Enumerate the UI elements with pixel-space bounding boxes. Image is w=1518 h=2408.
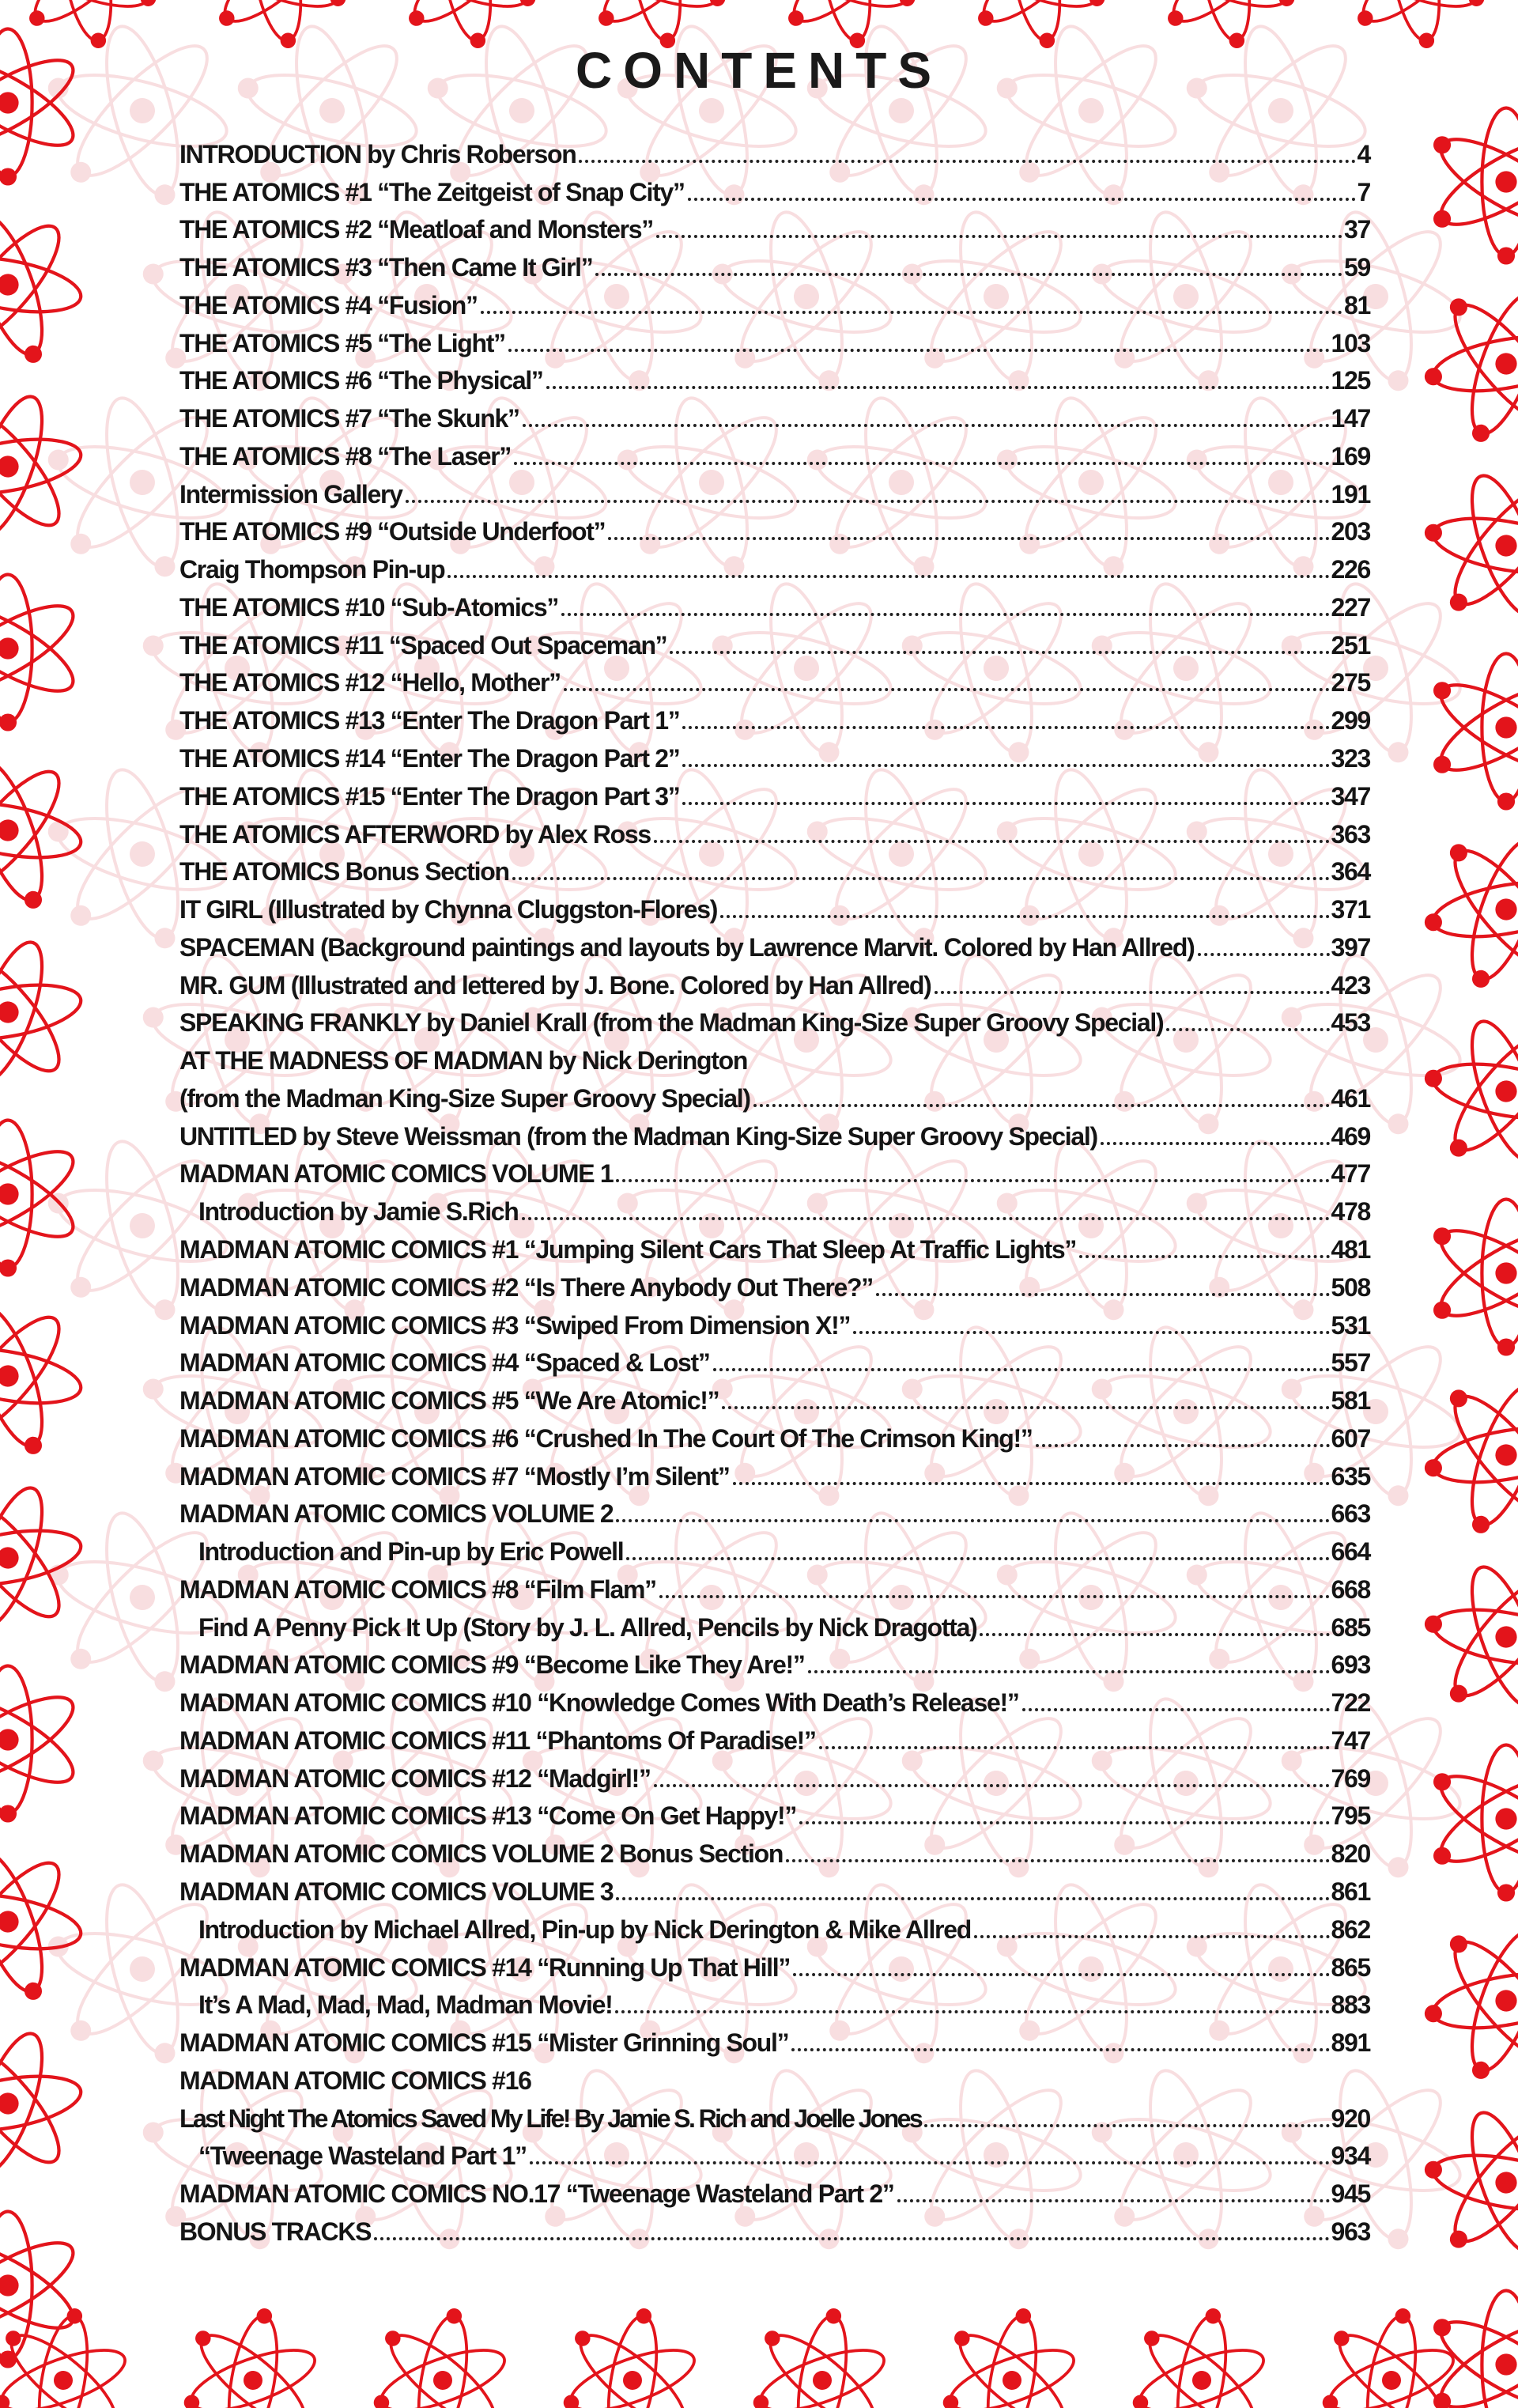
- page-title: CONTENTS: [576, 42, 942, 99]
- dot-leader: [808, 1670, 1330, 1673]
- dot-leader: [615, 2010, 1329, 2013]
- toc-entry-title: MADMAN ATOMIC COMICS #14 “Running Up That Hill”: [179, 1952, 791, 1982]
- dot-leader: [512, 877, 1330, 880]
- toc-entry-page: 607: [1331, 1423, 1370, 1453]
- dot-leader: [974, 1935, 1330, 1938]
- toc-entry[interactable]: [179, 2096, 1370, 2134]
- toc-entry[interactable]: [179, 1643, 1370, 1680]
- toc-entry-page: 820: [1331, 1839, 1370, 1869]
- dot-leader: [753, 1104, 1330, 1107]
- toc-entry-page: 37: [1344, 215, 1370, 244]
- toc-entry-title: MADMAN ATOMIC COMICS VOLUME 1: [179, 1159, 614, 1189]
- toc-entry-page: 963: [1331, 2217, 1370, 2246]
- toc-entry-page: 883: [1331, 1990, 1370, 2020]
- toc-entry-page: 364: [1331, 857, 1370, 886]
- toc-entry[interactable]: [179, 1680, 1370, 1718]
- toc-entry-page: 203: [1331, 517, 1370, 546]
- dot-leader: [523, 424, 1330, 427]
- toc-entry-title: THE ATOMICS AFTERWORD by Alex Ross: [179, 819, 651, 849]
- toc-entry-title: MADMAN ATOMIC COMICS #16: [179, 2066, 531, 2095]
- dot-leader: [508, 349, 1330, 352]
- toc-entry-title: MADMAN ATOMIC COMICS #8 “Film Flam”: [179, 1574, 656, 1604]
- toc-entry-title: (from the Madman King-Size Super Groovy Special): [179, 1083, 750, 1113]
- toc-entry[interactable]: [179, 1983, 1370, 2021]
- toc-entry-page: 668: [1331, 1574, 1370, 1604]
- toc-entry-title: THE ATOMICS #12 “Hello, Mother”: [179, 668, 561, 697]
- toc-entry-page: 323: [1331, 744, 1370, 773]
- toc-entry[interactable]: [179, 471, 1370, 509]
- toc-entry-title: MADMAN ATOMIC COMICS #1 “Jumping Silent Cars That Sleep At Traffic Lights”: [179, 1234, 1077, 1264]
- toc-entry[interactable]: [179, 1945, 1370, 1983]
- toc-entry[interactable]: [179, 2058, 1370, 2096]
- toc-entry-title: THE ATOMICS #1 “The Zeitgeist of Snap City”: [179, 177, 685, 206]
- toc-entry-page: 125: [1331, 366, 1370, 395]
- toc-entry-page: 103: [1331, 328, 1370, 357]
- dot-leader: [1079, 1255, 1329, 1258]
- dot-leader: [682, 726, 1329, 729]
- toc-entry-page: 945: [1331, 2179, 1370, 2209]
- toc-entry[interactable]: [179, 622, 1370, 660]
- toc-entry-title: MADMAN ATOMIC COMICS VOLUME 3: [179, 1877, 614, 1906]
- toc-entry-title: MADMAN ATOMIC COMICS #12 “Madgirl!”: [179, 1763, 651, 1793]
- dot-leader: [1166, 1028, 1329, 1031]
- dot-leader: [876, 1293, 1330, 1296]
- toc-entry-title: THE ATOMICS #2 “Meatloaf and Monsters”: [179, 215, 653, 244]
- dot-leader: [980, 1633, 1329, 1636]
- toc-entry[interactable]: [179, 1794, 1370, 1832]
- toc-entry[interactable]: [179, 1605, 1370, 1643]
- dot-leader: [682, 802, 1329, 805]
- toc-entry-title: Last Night The Atomics Saved My Life! By Jamie S. Rich and Joelle Jones: [179, 2104, 922, 2133]
- dot-leader: [1022, 1708, 1330, 1711]
- dot-leader: [720, 915, 1329, 918]
- dot-leader: [654, 1784, 1330, 1787]
- toc-entry[interactable]: [179, 2171, 1370, 2209]
- toc-entry-page: 920: [1331, 2104, 1370, 2133]
- toc-entry-title: MADMAN ATOMIC COMICS #9 “Become Like They Are!”: [179, 1650, 805, 1680]
- toc-entry-page: 934: [1331, 2141, 1370, 2171]
- toc-entry-page: 423: [1331, 970, 1370, 1000]
- dot-leader: [786, 1859, 1329, 1862]
- toc-entry-title: It’s A Mad, Mad, Mad, Madman Movie!: [198, 1990, 613, 2020]
- toc-entry-title: MADMAN ATOMIC COMICS VOLUME 2 Bonus Section: [179, 1839, 784, 1869]
- toc-entry-title: THE ATOMICS #14 “Enter The Dragon Part 2”: [179, 744, 680, 773]
- dot-leader: [514, 462, 1329, 465]
- dot-leader: [564, 688, 1330, 691]
- dot-leader: [688, 198, 1356, 201]
- toc-entry-title: AT THE MADNESS OF MADMAN by Nick Derington: [179, 1046, 748, 1075]
- toc-entry[interactable]: [179, 1340, 1370, 1378]
- toc-entry[interactable]: [179, 358, 1370, 396]
- toc-entry-title: THE ATOMICS Bonus Section: [179, 857, 509, 886]
- toc-entry[interactable]: [179, 169, 1370, 207]
- toc-entry-page: 663: [1331, 1499, 1370, 1529]
- toc-entry-title: MADMAN ATOMIC COMICS NO.17 “Tweenage Wasteland Part 2”: [179, 2179, 894, 2209]
- dot-leader: [799, 1821, 1329, 1824]
- toc-entry-page: 685: [1331, 1612, 1370, 1642]
- toc-entry[interactable]: [179, 2209, 1370, 2247]
- toc-entry-page: 363: [1331, 819, 1370, 849]
- dot-leader: [935, 991, 1330, 994]
- toc-entry-title: INTRODUCTION by Chris Roberson: [179, 139, 576, 168]
- dot-leader: [1101, 1142, 1330, 1145]
- toc-entry[interactable]: [179, 244, 1370, 282]
- dot-leader: [616, 1519, 1329, 1522]
- toc-entry-title: UNTITLED by Steve Weissman (from the Madman King-Size Super Groovy Special): [179, 1121, 1097, 1151]
- toc-entry-page: 635: [1331, 1461, 1370, 1491]
- dot-leader: [733, 1482, 1330, 1485]
- toc-entry-page: 531: [1331, 1310, 1370, 1340]
- toc-entry-page: 693: [1331, 1650, 1370, 1680]
- dot-leader: [713, 1368, 1330, 1371]
- dot-leader: [819, 1746, 1330, 1749]
- toc-entry-title: MADMAN ATOMIC COMICS #2 “Is There Anybody Out There?”: [179, 1272, 873, 1302]
- toc-entry[interactable]: [179, 1000, 1370, 1038]
- toc-entry-page: 251: [1331, 630, 1370, 660]
- toc-entry-page: 299: [1331, 706, 1370, 735]
- toc-entry-title: IT GIRL (Illustrated by Chynna Cluggston-Flores): [179, 895, 718, 924]
- toc-entry-page: 861: [1331, 1877, 1370, 1906]
- toc-entry[interactable]: [179, 1567, 1370, 1605]
- toc-entry-title: SPEAKING FRANKLY by Daniel Krall (from the Madman King-Size Super Groovy Special): [179, 1008, 1164, 1038]
- dot-leader: [791, 2048, 1329, 2051]
- toc-entry-title: THE ATOMICS #11 “Spaced Out Spaceman”: [179, 630, 667, 660]
- dot-leader: [654, 840, 1330, 843]
- dot-leader: [522, 1217, 1330, 1220]
- toc-entry-title: Introduction by Jamie S.Rich: [198, 1197, 519, 1227]
- toc-entry[interactable]: [179, 811, 1370, 849]
- dot-leader: [530, 2161, 1330, 2164]
- toc-entry-page: 461: [1331, 1083, 1370, 1113]
- toc-entry[interactable]: [179, 1113, 1370, 1151]
- toc-entry-page: 347: [1331, 781, 1370, 811]
- dot-leader: [897, 2199, 1330, 2202]
- dot-leader: [579, 160, 1355, 163]
- toc-entry-page: 7: [1357, 177, 1370, 206]
- toc-entry-page: 795: [1331, 1801, 1370, 1831]
- toc-entry-title: THE ATOMICS #3 “Then Came It Girl”: [179, 253, 593, 282]
- dot-leader: [616, 1179, 1329, 1182]
- dot-leader: [1036, 1444, 1330, 1447]
- toc-entry[interactable]: [179, 1189, 1370, 1227]
- toc-entry[interactable]: [179, 584, 1370, 622]
- toc-entry[interactable]: [179, 1151, 1370, 1189]
- toc-entry[interactable]: [179, 1038, 1370, 1075]
- toc-entry-title: MR. GUM (Illustrated and lettered by J. Bone. Colored by Han Allred): [179, 970, 931, 1000]
- dot-leader: [616, 1897, 1329, 1900]
- toc-entry-page: 865: [1331, 1952, 1370, 1982]
- toc-entry-page: 477: [1331, 1159, 1370, 1189]
- toc-entry-page: 747: [1331, 1726, 1370, 1755]
- toc-entry-title: THE ATOMICS #7 “The Skunk”: [179, 404, 519, 433]
- toc-entry[interactable]: [179, 1718, 1370, 1756]
- toc-entry-title: Intermission Gallery: [179, 479, 402, 508]
- toc-entry-title: Introduction by Michael Allred, Pin-up by Nick Derington & Mike Allred: [198, 1915, 971, 1944]
- toc-entry[interactable]: [179, 282, 1370, 320]
- table-of-contents: [179, 131, 1370, 2247]
- toc-entry-page: 508: [1331, 1272, 1370, 1302]
- dot-leader: [1198, 953, 1330, 956]
- toc-entry-page: 4: [1357, 139, 1370, 168]
- toc-entry-page: 397: [1331, 932, 1370, 962]
- toc-entry[interactable]: [179, 1491, 1370, 1529]
- toc-entry[interactable]: [179, 1416, 1370, 1453]
- toc-entry[interactable]: [179, 1869, 1370, 1907]
- toc-entry-title: THE ATOMICS #9 “Outside Underfoot”: [179, 517, 606, 546]
- toc-entry-title: Craig Thompson Pin-up: [179, 555, 445, 584]
- dot-leader: [546, 386, 1330, 389]
- toc-entry-title: BONUS TRACKS: [179, 2217, 372, 2246]
- toc-entry-page: 226: [1331, 555, 1370, 584]
- toc-entry[interactable]: [179, 924, 1370, 962]
- toc-entry-title: Introduction and Pin-up by Eric Powell: [198, 1537, 624, 1567]
- toc-entry-title: MADMAN ATOMIC COMICS VOLUME 2: [179, 1499, 614, 1529]
- toc-entry-page: 227: [1331, 592, 1370, 622]
- toc-entry[interactable]: [179, 546, 1370, 584]
- dot-leader: [659, 1595, 1330, 1598]
- toc-entry-page: 664: [1331, 1537, 1370, 1567]
- dot-leader: [656, 235, 1342, 238]
- toc-entry-page: 478: [1331, 1197, 1370, 1227]
- toc-entry-page: 769: [1331, 1763, 1370, 1793]
- dot-leader: [853, 1331, 1329, 1334]
- toc-entry-title: MADMAN ATOMIC COMICS #7 “Mostly I’m Silent”: [179, 1461, 730, 1491]
- toc-entry[interactable]: [179, 1831, 1370, 1869]
- dot-leader: [924, 2124, 1329, 2127]
- toc-entry[interactable]: [179, 1075, 1370, 1113]
- toc-entry[interactable]: [179, 886, 1370, 924]
- toc-entry-page: 191: [1331, 479, 1370, 508]
- toc-entry[interactable]: [179, 2134, 1370, 2172]
- toc-entry-page: 453: [1331, 1008, 1370, 1038]
- toc-entry-title: MADMAN ATOMIC COMICS #10 “Knowledge Comes With Death’s Release!”: [179, 1688, 1019, 1718]
- toc-entry-title: THE ATOMICS #10 “Sub-Atomics”: [179, 592, 559, 622]
- toc-entry-title: MADMAN ATOMIC COMICS #13 “Come On Get Happy!”: [179, 1801, 797, 1831]
- toc-entry-page: 371: [1331, 895, 1370, 924]
- toc-entry-page: 59: [1344, 253, 1370, 282]
- toc-entry[interactable]: [179, 1302, 1370, 1340]
- toc-entry[interactable]: [179, 1529, 1370, 1567]
- toc-entry-title: THE ATOMICS #4 “Fusion”: [179, 290, 478, 319]
- dot-leader: [481, 311, 1342, 314]
- toc-entry[interactable]: [179, 660, 1370, 698]
- toc-entry-page: 557: [1331, 1348, 1370, 1378]
- dot-leader: [447, 575, 1329, 578]
- toc-entry-page: 891: [1331, 2028, 1370, 2058]
- toc-entry-page: 481: [1331, 1234, 1370, 1264]
- toc-entry[interactable]: [179, 207, 1370, 245]
- toc-entry-title: THE ATOMICS #8 “The Laser”: [179, 441, 512, 471]
- dot-leader: [682, 764, 1329, 767]
- toc-entry-title: SPACEMAN (Background paintings and layouts by Lawrence Marvit. Colored by Han Allred): [179, 932, 1195, 962]
- dot-leader: [406, 500, 1330, 503]
- toc-entry-title: “Tweenage Wasteland Part 1”: [198, 2141, 527, 2171]
- toc-entry[interactable]: [179, 1378, 1370, 1416]
- toc-entry[interactable]: [179, 131, 1370, 169]
- toc-entry-title: MADMAN ATOMIC COMICS #3 “Swiped From Dimension X!”: [179, 1310, 851, 1340]
- toc-entry-title: MADMAN ATOMIC COMICS #6 “Crushed In The Court Of The Crimson King!”: [179, 1423, 1033, 1453]
- toc-entry-title: THE ATOMICS #13 “Enter The Dragon Part 1”: [179, 706, 680, 735]
- toc-entry-page: 862: [1331, 1915, 1370, 1944]
- dot-leader: [793, 1973, 1329, 1976]
- toc-entry-title: MADMAN ATOMIC COMICS #5 “We Are Atomic!”: [179, 1386, 719, 1416]
- toc-entry[interactable]: [179, 697, 1370, 735]
- dot-leader: [608, 537, 1329, 540]
- dot-leader: [561, 613, 1329, 616]
- dot-leader: [595, 273, 1342, 276]
- dot-leader: [670, 651, 1329, 654]
- toc-entry[interactable]: [179, 1264, 1370, 1302]
- toc-entry-title: MADMAN ATOMIC COMICS #15 “Mister Grinning Soul”: [179, 2028, 789, 2058]
- toc-entry-page: 275: [1331, 668, 1370, 697]
- dot-leader: [722, 1406, 1329, 1409]
- toc-entry-page: 469: [1331, 1121, 1370, 1151]
- toc-entry-title: MADMAN ATOMIC COMICS #11 “Phantoms Of Paradise!”: [179, 1726, 816, 1755]
- toc-entry-page: 147: [1331, 404, 1370, 433]
- dot-leader: [374, 2237, 1329, 2240]
- toc-entry-title: THE ATOMICS #5 “The Light”: [179, 328, 505, 357]
- toc-entry-page: 169: [1331, 441, 1370, 471]
- toc-entry[interactable]: [179, 1907, 1370, 1945]
- toc-entry[interactable]: [179, 2020, 1370, 2058]
- dot-leader: [626, 1557, 1329, 1560]
- toc-entry-page: 722: [1331, 1688, 1370, 1718]
- toc-entry[interactable]: [179, 1453, 1370, 1491]
- toc-entry-title: Find A Penny Pick It Up (Story by J. L. Allred, Pencils by Nick Dragotta): [198, 1612, 977, 1642]
- toc-entry-title: THE ATOMICS #6 “The Physical”: [179, 366, 543, 395]
- toc-entry[interactable]: [179, 773, 1370, 811]
- toc-entry[interactable]: [179, 1756, 1370, 1794]
- toc-entry[interactable]: [179, 509, 1370, 547]
- toc-entry[interactable]: [179, 849, 1370, 887]
- toc-entry-page: 581: [1331, 1386, 1370, 1416]
- toc-entry-title: THE ATOMICS #15 “Enter The Dragon Part 3”: [179, 781, 680, 811]
- toc-entry[interactable]: [179, 395, 1370, 433]
- toc-entry[interactable]: [179, 433, 1370, 471]
- toc-entry[interactable]: [179, 320, 1370, 358]
- toc-entry-title: MADMAN ATOMIC COMICS #4 “Spaced & Lost”: [179, 1348, 710, 1378]
- toc-entry-page: 81: [1344, 290, 1370, 319]
- toc-entry[interactable]: [179, 962, 1370, 1000]
- toc-entry[interactable]: [179, 735, 1370, 773]
- toc-entry[interactable]: [179, 1227, 1370, 1264]
